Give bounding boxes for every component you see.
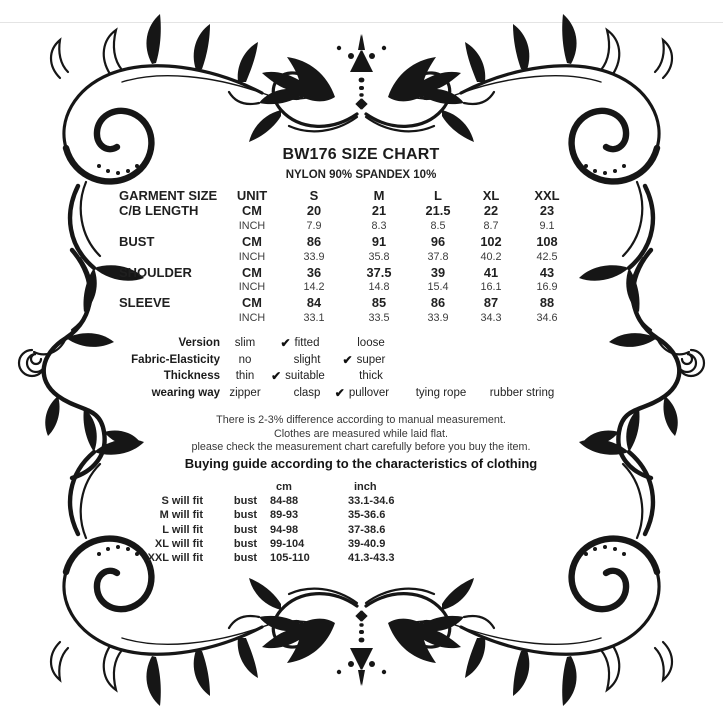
guide-inch-range: 41.3-43.3	[348, 552, 395, 565]
guide-measure: bust	[233, 537, 258, 550]
size-cell: 36	[306, 264, 322, 280]
buying-guide-table	[115, 480, 515, 565]
size-cell: 102	[480, 234, 502, 250]
garment-attributes	[115, 337, 607, 403]
size-cell: 37.5	[366, 264, 392, 280]
guide-inch-range: 33.1-34.6	[348, 495, 395, 508]
guide-cm-range: 89-93	[270, 509, 299, 522]
size-cell: 40.2	[480, 250, 502, 263]
attribute-option-checked: ✔ pullover	[334, 385, 390, 400]
guide-row-label: L will fit	[162, 523, 203, 536]
col-header-l: L	[434, 188, 442, 204]
size-cell: 8.3	[371, 220, 387, 233]
attribute-option: slight	[293, 353, 321, 366]
attribute-option: rubber string	[489, 386, 555, 399]
size-cell: 33.9	[303, 250, 325, 263]
size-cell: 41	[483, 264, 499, 280]
guide-row-label: XL will fit	[154, 537, 203, 550]
check-icon: ✔	[342, 352, 353, 367]
guide-measure: bust	[233, 523, 258, 536]
size-cell: 21	[371, 203, 387, 219]
size-cell: 33.5	[368, 312, 390, 325]
guide-measure: bust	[233, 509, 258, 522]
attribute-option-checked: ✔ super	[342, 352, 386, 367]
unit-cell: CM	[242, 264, 262, 280]
size-cell: 8.5	[430, 220, 446, 233]
size-cell: 43	[539, 264, 555, 280]
attribute-row-wearing-way	[115, 387, 607, 404]
fabric-composition: NYLON 90% SPANDEX 10%	[285, 169, 437, 181]
attribute-label: wearing way	[151, 386, 220, 399]
attribute-label: Fabric-Elasticity	[131, 353, 220, 366]
guide-inch-range: 39-40.9	[348, 537, 386, 550]
note-line: Clothes are measured while laid flat.	[273, 427, 449, 440]
size-cell: 108	[536, 234, 558, 250]
size-cell: 91	[371, 234, 387, 250]
size-cell: 15.4	[427, 281, 449, 294]
attribute-option: no	[238, 353, 252, 366]
size-cell: 87	[483, 295, 499, 311]
attribute-option: tying rope	[415, 386, 467, 399]
guide-measure: bust	[233, 495, 258, 508]
size-cell: 8.7	[483, 220, 499, 233]
size-cell: 23	[539, 203, 555, 219]
size-cell: 86	[430, 295, 446, 311]
buying-guide-heading: Buying guide according to the characteristics of clothing	[184, 455, 538, 471]
size-cell: 22	[483, 203, 499, 219]
check-icon: ✔	[334, 385, 345, 400]
attribute-option: thin	[235, 370, 255, 383]
unit-cell: CM	[242, 295, 262, 311]
row-label: BUST	[119, 234, 155, 250]
row-label: C/B LENGTH	[119, 203, 199, 219]
guide-col-header-cm: cm	[276, 481, 292, 494]
guide-cm-range: 99-104	[270, 537, 305, 550]
attribute-option: zipper	[229, 386, 261, 399]
col-header-unit: UNIT	[236, 188, 268, 204]
col-header-xl: XL	[482, 188, 500, 204]
note-line: please check the measurement chart carefully before you buy the item.	[191, 441, 531, 454]
size-cell: 84	[306, 295, 322, 311]
unit-cell: CM	[242, 234, 262, 250]
size-cell: 20	[306, 203, 322, 219]
size-cell: 85	[371, 295, 387, 311]
size-cell: 88	[539, 295, 555, 311]
unit-cell: INCH	[238, 281, 266, 294]
attribute-option: thick	[359, 370, 383, 383]
size-cell: 9.1	[539, 220, 555, 233]
size-cell: 16.1	[480, 281, 502, 294]
size-cell: 39	[430, 264, 446, 280]
size-cell: 37.8	[427, 250, 449, 263]
attribute-option: clasp	[293, 386, 321, 399]
guide-cm-range: 94-98	[270, 523, 299, 536]
guide-row-label: XXL will fit	[147, 552, 203, 565]
col-header-m: M	[373, 188, 385, 204]
unit-cell: CM	[242, 203, 262, 219]
size-cell: 35.8	[368, 250, 390, 263]
size-cell: 33.9	[427, 312, 449, 325]
col-header-s: S	[309, 188, 319, 204]
size-cell: 34.6	[536, 312, 558, 325]
size-cell: 33.1	[303, 312, 325, 325]
col-header-xxl: XXL	[534, 188, 560, 204]
guide-row-label: M will fit	[159, 509, 203, 522]
size-cell: 96	[430, 234, 446, 250]
row-label: SHOULDER	[119, 264, 192, 280]
attribute-label: Thickness	[163, 370, 220, 383]
unit-cell: INCH	[238, 250, 266, 263]
note-line: There is 2-3% difference according to manual measurement.	[216, 414, 506, 426]
attribute-option-checked: ✔ suitable	[271, 369, 325, 384]
unit-cell: INCH	[238, 312, 266, 325]
guide-measure: bust	[233, 552, 258, 565]
size-cell: 34.3	[480, 312, 502, 325]
attribute-option-checked: ✔ fitted	[280, 336, 320, 350]
check-icon: ✔	[280, 336, 291, 350]
measurement-notes	[115, 414, 607, 471]
attribute-option: slim	[234, 337, 256, 349]
row-label: SLEEVE	[119, 295, 171, 311]
guide-inch-range: 35-36.6	[348, 509, 386, 522]
attribute-label: Version	[178, 337, 220, 349]
page-title: BW176 SIZE CHART	[282, 146, 440, 163]
size-cell: 42.5	[536, 250, 558, 263]
unit-cell: INCH	[238, 220, 266, 233]
guide-cm-range: 105-110	[270, 552, 310, 565]
attribute-row-fabric-elasticity	[115, 354, 607, 371]
size-cell: 7.9	[306, 220, 322, 233]
guide-cm-range: 84-88	[270, 495, 299, 508]
attribute-row-version	[115, 337, 607, 354]
check-icon: ✔	[271, 369, 282, 384]
size-cell: 86	[306, 234, 322, 250]
guide-inch-range: 37-38.6	[348, 523, 386, 536]
attribute-row-thickness	[115, 370, 607, 387]
attribute-option: loose	[357, 337, 385, 349]
size-table	[115, 188, 585, 326]
size-cell: 21.5	[425, 203, 451, 219]
size-cell: 14.8	[368, 281, 390, 294]
size-cell: 16.9	[536, 281, 558, 294]
col-header-garment-size: GARMENT SIZE	[119, 188, 218, 204]
guide-row-label: S will fit	[161, 495, 203, 508]
size-cell: 14.2	[303, 281, 325, 294]
guide-col-header-inch: inch	[354, 481, 377, 494]
